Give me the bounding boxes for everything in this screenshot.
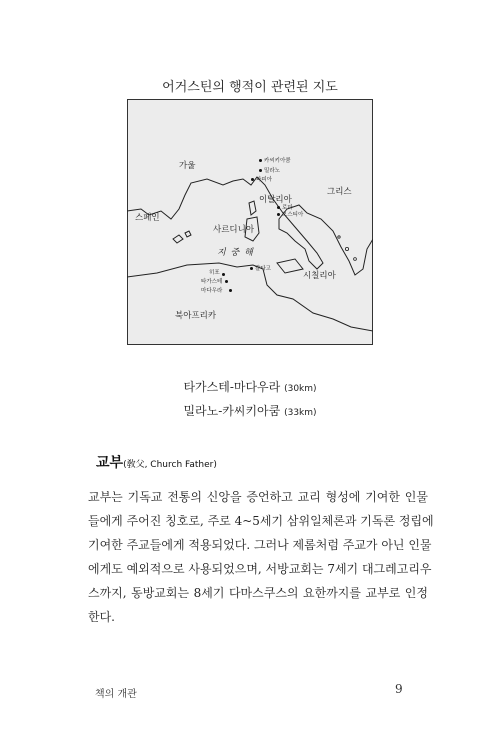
term-heading	[96, 452, 217, 472]
caption-route-1: 타가스테-마다우라	[183, 380, 281, 394]
marker-carthage	[250, 267, 253, 270]
body-line: 기여한 주교들에게 적용되었다. 그러나 제롬처럼 주교가 아닌 인물	[88, 538, 432, 552]
footer-section-title: 책의 개관	[95, 689, 137, 700]
body-line: 에게도 예외적으로 사용되었으며, 서방교회는 7세기 대그레고리우	[88, 562, 432, 576]
sea-mediterranean: 지 중 해	[217, 248, 254, 258]
mediterranean-map	[127, 99, 373, 345]
place-pavia: 파피아	[256, 177, 272, 183]
region-gaul: 가울	[179, 161, 196, 171]
place-hippo: 히포	[209, 270, 220, 276]
body-line: 한다.	[88, 610, 115, 624]
caption-distance-1: (30km)	[284, 384, 317, 394]
marker-rome	[277, 206, 280, 209]
body-line: 스까지, 동방교회는 8세기 다마스쿠스의 요한까지를 교부로 인정	[88, 586, 428, 600]
page-number: 9	[395, 682, 403, 696]
caption-distance-2: (33km)	[284, 408, 317, 418]
place-milan: 밀라노	[264, 168, 280, 174]
region-spain: 스페인	[135, 213, 160, 223]
marker-ostia	[277, 213, 280, 216]
body-line: 교부는 기독교 전통의 신앙을 증언하고 교리 형성에 기여한 인물	[88, 490, 428, 504]
marker-pavia	[251, 178, 254, 181]
region-north-africa: 북아프리카	[175, 311, 217, 321]
place-madaura: 마다우라	[201, 288, 223, 294]
marker-milan	[259, 169, 262, 172]
region-sardinia: 사르디니아	[213, 225, 255, 235]
caption-route-2: 밀라노-카씨키아쿰	[183, 404, 281, 418]
map-caption-1	[0, 378, 500, 395]
map-title: 어거스틴의 행적이 관련된 지도	[162, 80, 338, 95]
term-word: 교부	[96, 455, 124, 471]
marker-madaura	[229, 289, 232, 292]
map-caption-2	[0, 402, 500, 419]
marker-cassiciacum	[259, 159, 262, 162]
map-figure	[127, 99, 373, 345]
marker-hippo	[222, 273, 225, 276]
marker-thagaste	[225, 280, 228, 283]
term-subtitle: (敎父, Church Father)	[123, 460, 217, 470]
body-line: 들에게 주어진 칭호로, 주로 4~5세기 삼위일체론과 기독론 정립에	[88, 514, 434, 528]
region-italy: 이탈리아	[259, 195, 292, 205]
place-cassiciacum: 카씨키아쿰	[264, 158, 291, 164]
region-greece: 그리스	[327, 187, 352, 197]
place-rome: 로마	[282, 205, 293, 211]
region-sicily: 시칠리아	[303, 271, 336, 281]
place-ostia: 오스티아	[282, 212, 304, 218]
place-thagaste: 타가스테	[201, 279, 223, 285]
place-carthage: 칼타고	[255, 266, 271, 272]
